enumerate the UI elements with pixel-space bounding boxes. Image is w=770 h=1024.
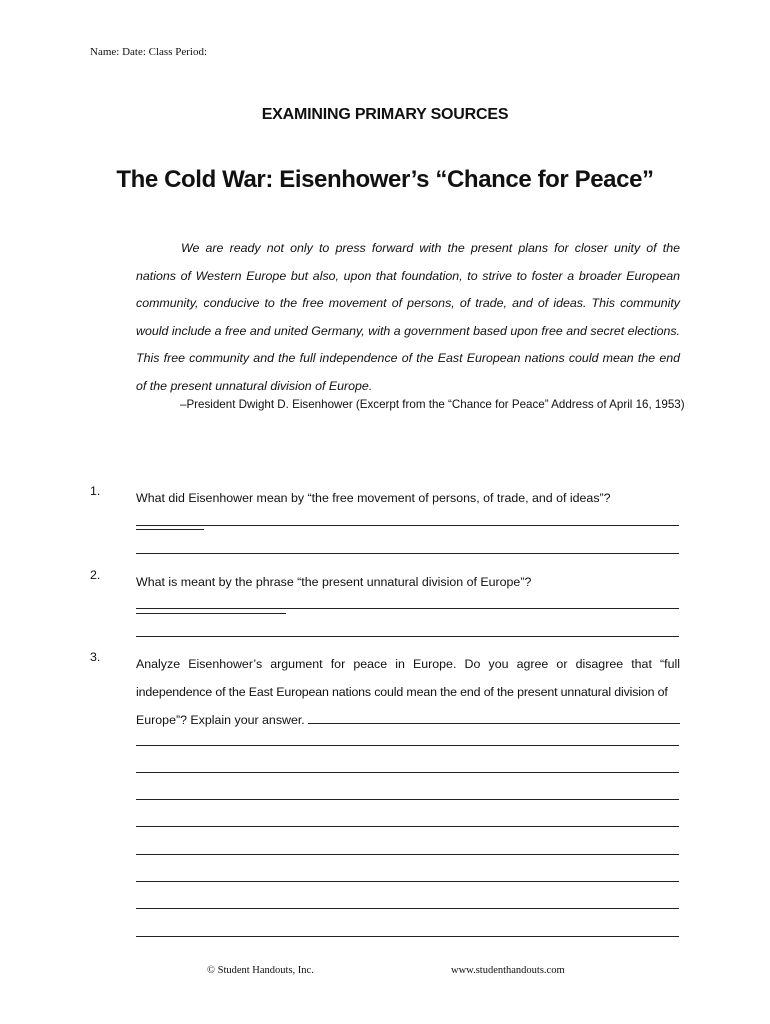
student-info-header	[90, 46, 678, 58]
answer-line[interactable]	[136, 636, 679, 637]
question-number: 3.	[90, 650, 101, 664]
question-text	[136, 484, 680, 540]
answer-line[interactable]	[136, 525, 679, 526]
date-label: Date:	[122, 46, 146, 58]
question-number: 2.	[90, 568, 101, 582]
footer-copyright: © Student Handouts, Inc.	[207, 965, 314, 976]
quote-attribution: –President Dwight D. Eisenhower (Excerpt from the “Chance for Peace” Address of April 16, 1953)	[180, 398, 685, 411]
answer-line[interactable]	[136, 772, 679, 773]
name-label: Name:	[90, 46, 120, 58]
answer-line[interactable]	[136, 799, 679, 800]
answer-blank[interactable]	[136, 517, 204, 530]
eisenhower-quote: We are ready not only to press forward with the present plans for closer unity of the nations of Western Europe but also, upon that foundation, to strive to foster a broader European community, conducive to the free movement of persons, of trade, and of ideas. This community would include a free and united Germany, with a government based upon free and secret elections. This free community and the full independence of the East European nations could mean the end of the present unnatural division of Europe.	[136, 241, 680, 393]
question-prompt: What did Eisenhower mean by “the free movement of persons, of trade, and of ideas”?	[136, 491, 611, 505]
answer-line[interactable]	[136, 826, 679, 827]
answer-line[interactable]	[136, 745, 679, 746]
question-number: 1.	[90, 484, 101, 498]
answer-line[interactable]	[136, 553, 679, 554]
answer-line[interactable]	[136, 608, 679, 609]
question-prompt: What is meant by the phrase “the present unnatural division of Europe”?	[136, 575, 532, 589]
answer-blank[interactable]	[308, 711, 680, 724]
question-prompt-line: Europe”? Explain your answer.	[136, 713, 305, 727]
question-prompt-line: independence of the East European nations could mean the end of the present unnatural division of	[136, 685, 668, 699]
answer-line[interactable]	[136, 854, 679, 855]
question-text	[136, 568, 680, 624]
class-period-label: Class Period:	[148, 46, 208, 58]
question-prompt-line: Analyze Eisenhower’s argument for peace in Europe. Do you agree or disagree that “full	[136, 657, 680, 671]
answer-line[interactable]	[136, 881, 679, 882]
worksheet-title: The Cold War: Eisenhower’s “Chance for Peace”	[116, 166, 654, 193]
worksheet-subtitle: EXAMINING PRIMARY SOURCES	[261, 106, 509, 123]
question-text	[136, 650, 680, 734]
footer-website[interactable]: www.studenthandouts.com	[451, 965, 565, 976]
answer-line[interactable]	[136, 908, 679, 909]
answer-line[interactable]	[136, 936, 679, 937]
